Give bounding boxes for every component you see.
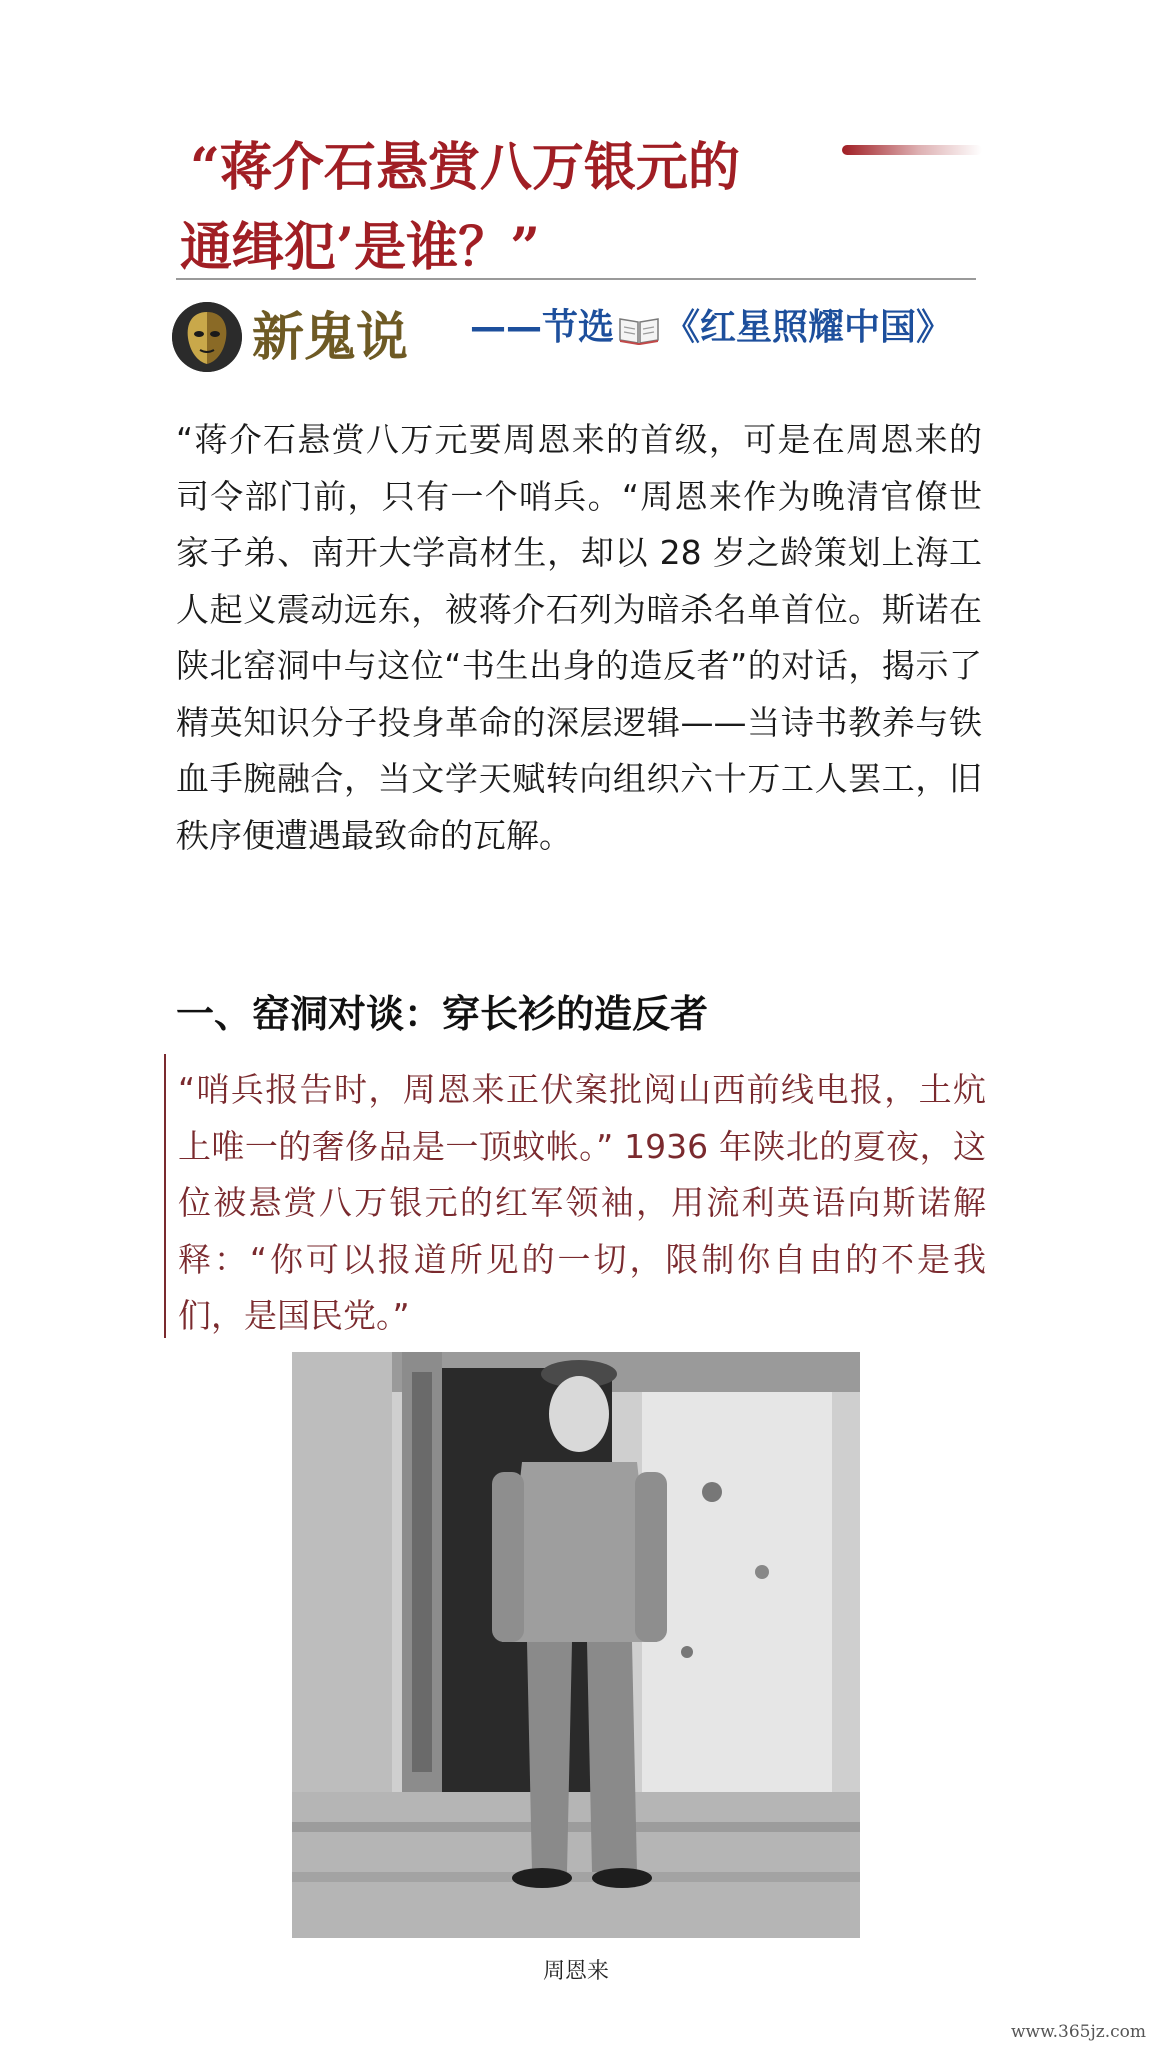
- historical-photo: [292, 1352, 860, 1938]
- excerpt-source: [470, 302, 952, 360]
- article-title: [180, 128, 890, 288]
- quote-text: “哨兵报告时，周恩来正伏案批阅山西前线电报，土炕上唯一的奢侈品是一顶蚊帐。” 1936 年陕北的夏夜，这位被悬赏八万银元的红军领袖，用流利英语向斯诺解释：“你可以报道所见的一切，限制你自由的不是我们，是国民党。”: [178, 1070, 986, 1335]
- title-line-2: 通缉犯’是谁？”: [180, 217, 541, 278]
- title-decoration-bar: [842, 145, 982, 155]
- site-watermark: www.365jz.com: [1011, 2022, 1146, 2042]
- excerpt-book-title: 《红星照耀中国》: [664, 307, 953, 348]
- open-book-icon: [618, 308, 660, 360]
- title-line-1: “蒋介石悬赏八万银元的: [190, 137, 740, 198]
- quote-block: [164, 1054, 986, 1338]
- mask-avatar-icon: [172, 302, 242, 372]
- section-heading: 一、窑洞对谈：穿长衫的造反者: [176, 992, 709, 1036]
- brand-name: 新鬼说: [252, 307, 409, 368]
- intro-paragraph: “蒋介石悬赏八万元要周恩来的首级，可是在周恩来的司令部门前，只有一个哨兵。“周恩来作为晚清官僚世家子弟、南开大学高材生，却以 28 岁之龄策划上海工人起义震动远东，被蒋介石列为暗杀名单首位。斯诺在陕北窑洞中与这位“书生出身的造反者”的对话，揭示了精英知识分子投身革命的深层逻辑——当诗书教养与铁血手腕融合，当文学天赋转向组织六十万工人罢工，旧秩序便遭遇最致命的瓦解。: [176, 420, 982, 855]
- excerpt-prefix: ——节选: [470, 307, 615, 348]
- header-divider: [176, 278, 976, 280]
- photo-caption: 周恩来: [542, 1959, 609, 1984]
